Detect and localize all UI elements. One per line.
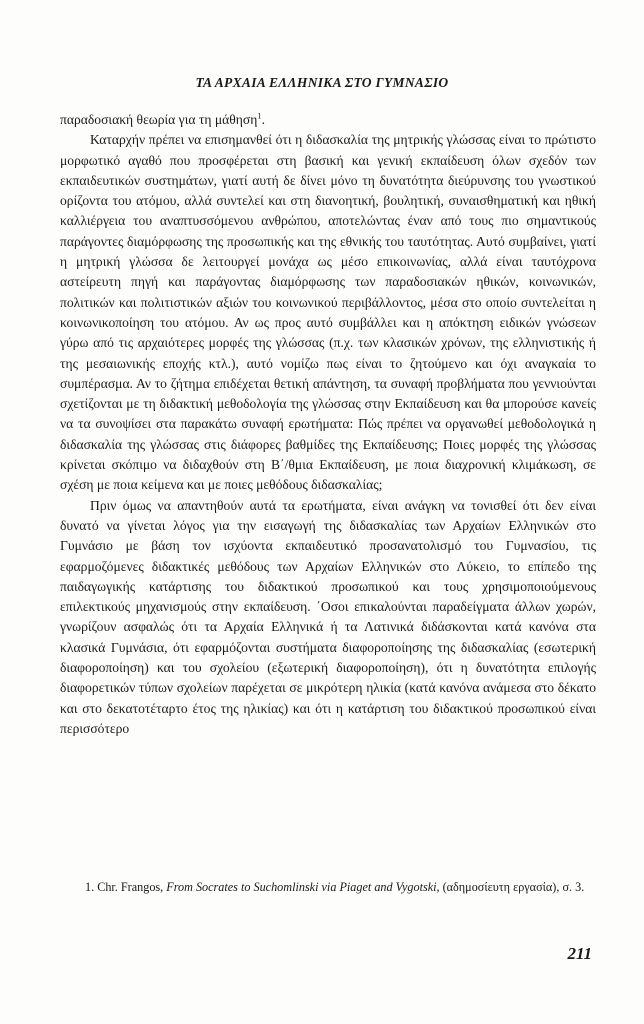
paragraph-1: Καταρχήν πρέπει να επισημανθεί ότι η διδασκαλία της μητρικής γλώσσας είναι το πρώτιστο μορφωτικό αγαθό που προσφέρεται στη βασική και γενική εκπαίδευση όλων σχεδόν των εκπαιδευτικών συστημάτων, γιατί αυτή δε δίνει μόνο τη δυνατότητα διεύρυνσης του γνωστικού ορίζοντα του ατόμου, αλλά συντελεί και στη διανοητική, βουλητική, συναισθηματική και ηθική καλλιέργεια του αναπτυσσόμενου ανθρώπου, αποτελώντας έναν από τους πιο σημαντικούς παράγοντες διαμόρφωσης της προσωπικής και της εθνικής του ταυτότητας. Αυτό συμβαίνει, γιατί η μητρική γλώσσα δε λειτουργεί μονάχα ως μέσο επικοινωνίας, αλλά είναι ταυτόχρονα αστείρευτη πηγή και παράγοντας διαμόρφωσης των παραδοσιακών ηθικών, κοινωνικών, πολιτικών και πολιτιστικών αξιών του κοινωνικού περιβάλλοντος, μέσα στο οποίο συντελείται η κοινωνικοποίηση του ατόμου. Αν ως προς αυτό συμβάλλει και η απόκτηση ειδικών γνώσεων γύρω από τις αρχαιότερες μορφές της γλώσσας (π.χ. των κλασικών χρόνων, της ελληνιστικής ή της μεσαιωνικής εποχής κτλ.), αυτό νομίζω πως είναι το ζητούμενο και όχι αναγκαία το συμπέρασμα. Αν το ζήτημα επιδέχεται θετική απάντηση, τα συναφή προβλήματα που γεννιούνται σχετίζονται με τη διδακτική μεθοδολογία της γλώσσας στην Εκπαίδευση και θα μπορούσε κανείς να τα συνοψίσει στα παρακάτω συναφή ερωτήματα: Πώς πρέπει να οργανωθεί μεθοδολογικά η διδασκαλία της γλώσσας στις διάφορες βαθμίδες της Εκπαίδευσης; Ποιες μορφές της γλώσσας κρίνεται σκόπιμο να διδαχθούν στη Β΄/θμια Εκπαίδευση, με ποια διαχρονική κλιμάκωση, σε σχέση με ποια κείμενα και με ποιες μεθόδους διδασκαλίας; xyxy=(60,132,596,493)
running-head: ΤΑ ΑΡΧΑΙΑ ΕΛΛΗΝΙΚΑ ΣΤΟ ΓΥΜΝΑΣΙΟ xyxy=(195,75,449,90)
paragraph-continuation-end: . xyxy=(261,112,265,127)
paragraph-2: Πριν όμως να απαντηθούν αυτά τα ερωτήματα, είναι ανάγκη να τονισθεί ότι δεν είναι δυνατό να γίνεται λόγος για την εισαγωγή της διδασκαλίας των Αρχαίων Ελληνικών στο Γυμνάσιο με βάση τον ισχύοντα εκπαιδευτικό προσανατολισμό του Γυμνασίου, τις εφαρμοζόμενες διδακτικές μεθόδους των Αρχαίων Ελληνικών στο Λύκειο, το επίπεδο της παιδαγωγικής κατάρτισης του διδακτικού προσωπικού και τους χρησιμοποιούμενους επιλεκτικούς μηχανισμούς στην εκπαίδευση. ΄Οσοι επικαλούνται παραδείγματα άλλων χωρών, γνωρίζουν ασφαλώς ότι τα Αρχαία Ελληνικά ή τα Λατινικά διδάσκονται κατά κανόνα στα κλασικά Γυμνάσια, ότι εφαρμόζονται συστήματα διαφοροποίησης της διδασκαλίας (εσωτερική διαφοροποίηση) και του σχολείου (εξωτερική διαφοροποίηση), ότι η δυνατότητα επιλογής διαφορετικών τύπων σχολείων παρέχεται σε μικρότερη ηλικία (κατά κανόνα ανάμεσα στο δέκατο και στο δεκατοτέταρτο έτος της ηλικίας) και ότι η κατάρτιση του διδακτικού προσωπικού είναι περισσότερο xyxy=(60,497,596,736)
footnote-number: 1. xyxy=(85,880,95,894)
body-text xyxy=(60,110,596,739)
footnote-title: From Socrates to Suchomlinski via Piaget and Vygotski xyxy=(166,880,437,894)
footnote xyxy=(60,878,596,896)
page-number: 211 xyxy=(567,944,592,963)
paragraph-continuation-text: παραδοσιακή θεωρία για τη μάθηση xyxy=(60,112,258,127)
footnote-rest: , (αδημοσίευτη εργασία), σ. 3. xyxy=(436,880,585,894)
footnote-author: Chr. Frangos, xyxy=(97,880,164,894)
footnote-reference: 1 xyxy=(257,110,262,121)
paragraph-continuation xyxy=(60,110,596,130)
